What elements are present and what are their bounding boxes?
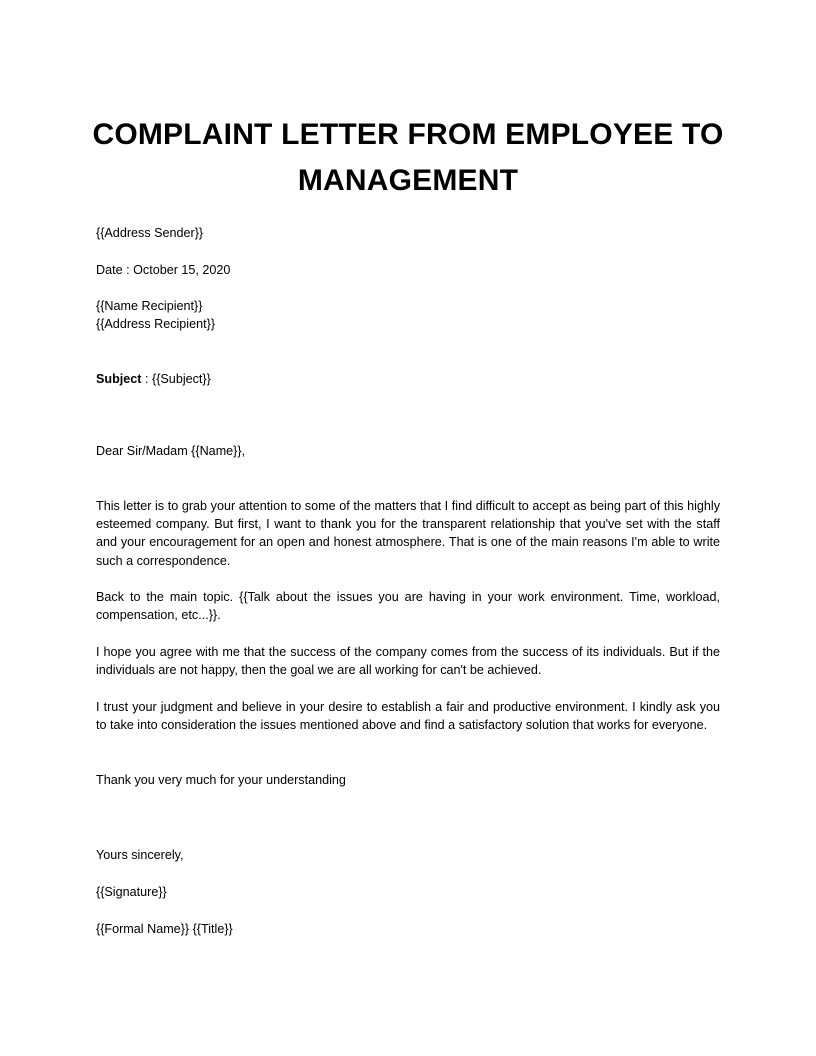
subject-line	[96, 370, 211, 388]
recipient-name: {{Name Recipient}}	[96, 299, 203, 313]
sender-address: {{Address Sender}}	[96, 226, 204, 240]
salutation: Dear Sir/Madam {{Name}},	[96, 444, 246, 458]
closing: Yours sincerely,	[96, 848, 184, 862]
body-paragraph-4: I trust your judgment and believe in your desire to establish a fair and productive environment. I kindly ask you to take into consideration the issues mentioned above and find a satisfactory solution that works for everyone.	[96, 700, 720, 733]
signature-placeholder: {{Signature}}	[96, 885, 167, 899]
document-title: COMPLAINT LETTER FROM EMPLOYEE TO MANAGEMENT	[92, 118, 724, 197]
thank-you-line: Thank you very much for your understanding	[96, 773, 346, 787]
recipient-address: {{Address Recipient}}	[96, 317, 216, 331]
body-paragraph-1: This letter is to grab your attention to some of the matters that I find difficult to accept as being part of this highly esteemed company. But first, I want to thank you for the transparent relationship that you've set with the staff and your encouragement for an open and honest atmosphere. That is one of the main reasons I'm able to write such a correspondence.	[96, 499, 720, 568]
formal-name-title: {{Formal Name}} {{Title}}	[96, 922, 233, 936]
body-paragraph-3: I hope you agree with me that the success of the company comes from the success of its individuals. But if the individuals are not happy, then the goal we are all working for can't be achieved.	[96, 645, 720, 678]
subject-label: Subject	[96, 372, 142, 386]
body-paragraph-2: Back to the main topic. {{Talk about the issues you are having in your work environment. Time, workload, compensation, etc...}}.	[96, 590, 720, 623]
date-line: Date : October 15, 2020	[96, 263, 231, 277]
subject-value: : {{Subject}}	[141, 372, 211, 386]
